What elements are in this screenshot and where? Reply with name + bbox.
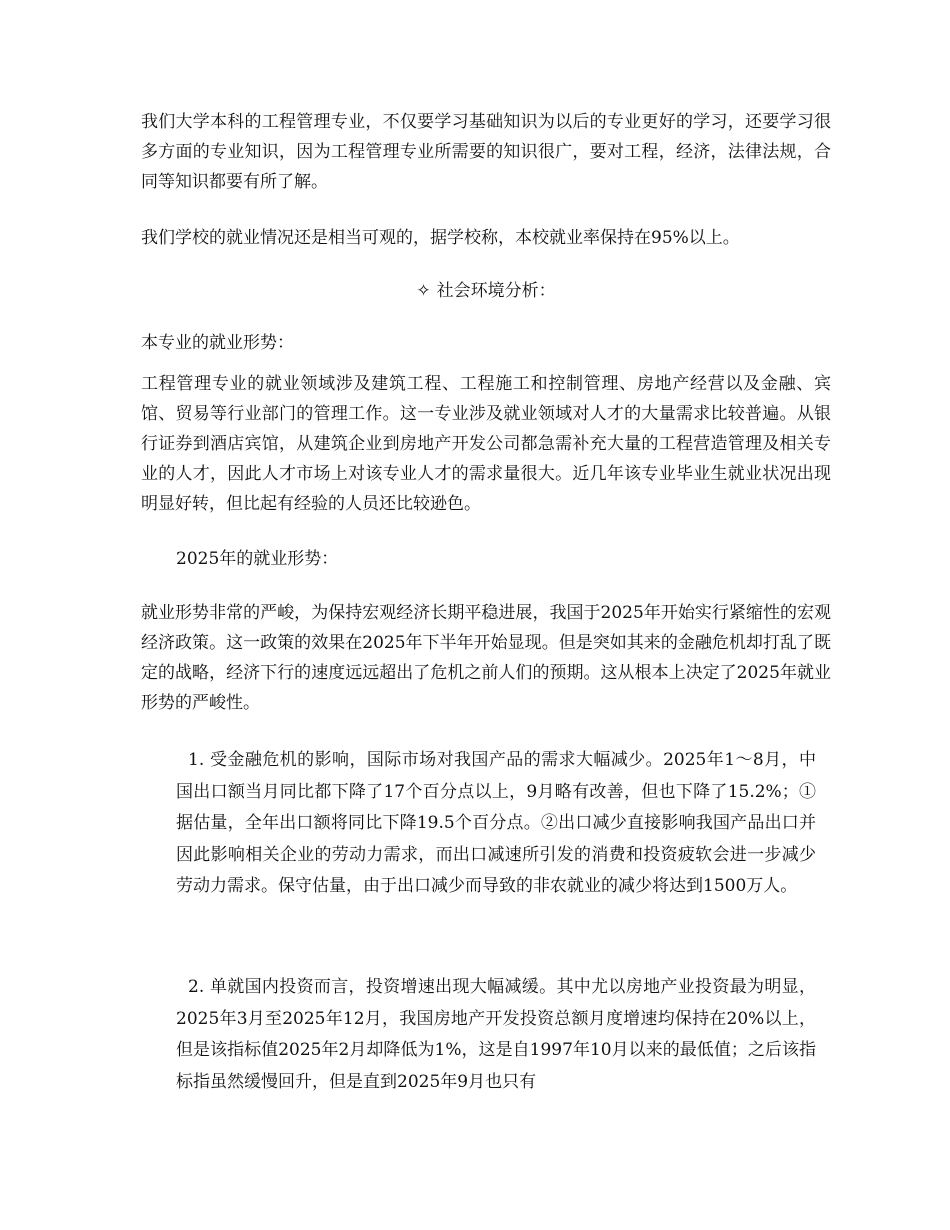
list-item-1 [176,745,816,903]
paragraph-2025-situation: 就业形势非常的严峻，为保持宏观经济长期平稳进展，我国于2025年开始实行紧缩性的宏观经济政策。这一政策的效果在2025年下半年开始显现。但是突如其来的金融危机却打乱了既定的战略，经济下行的速度远远超出了危机之前人们的预期。这从根本上决定了2025年就业形势的严峻性。 [141,603,831,713]
list-item-1-text: 1. 受金融危机的影响，国际市场对我国产品的需求大幅减少。2025年1～8月，中国出口额当月同比都下降了17个百分点以上，9月略有改善，但也下降了15.2%；①据估量，全年出口额将同比下降19.5个百分点。②出口减少直接影响我国产品出口并因此影响相关企业的劳动力需求，而出口减速所引发的消费和投资疲软会进一步减少劳动力需求。保守估量，由于出口减少而导致的非农就业的减少将达到1500万人。 [176,750,816,896]
subheading-2025-employment: 2025年的就业形势： [176,549,339,569]
subheading-major-employment: 本专业的就业形势： [141,333,294,353]
paragraph-employment-rate: 我们学校的就业情况还是相当可观的，据学校称，本校就业率保持在95%以上。 [141,228,740,248]
list-item-2-text: 2. 单就国内投资而言，投资增速出现大幅减缓。其中尤以房地产业投资最为明显，2025年3月至2025年12月，我国房地产开发投资总额月度增速均保持在20%以上，但是该指标值2025年2月却降低为1%，这是自1997年10月以来的最低值；之后该指标指虽然缓慢回升，但是直到2025年9月也只有 [176,977,816,1092]
section-title-text: 社会环境分析： [436,281,556,301]
list-item-2 [176,972,816,1098]
paragraph-employment-fields: 工程管理专业的就业领域涉及建筑工程、工程施工和控制管理、房地产经营以及金融、宾馆、贸易等行业部门的管理工作。这一专业涉及就业领域对人才的大量需求比较普遍。从银行证券到酒店宾馆，从建筑企业到房地产开发公司都急需补充大量的工程营造管理及相关专业的人才，因此人才市场上对该专业人才的需求量很大。近几年该专业毕业生就业状况出现明显好转，但比起有经验的人员还比较逊色。 [141,374,831,514]
paragraph-major-intro: 我们大学本科的工程管理专业，不仅要学习基础知识为以后的专业更好的学习，还要学习很多方面的专业知识，因为工程管理专业所需要的知识很广，要对工程，经济，法律法规，合同等知识都要有所了解。 [141,112,831,192]
section-title [141,276,831,306]
diamond-bullet-icon: ✧ [416,281,431,301]
